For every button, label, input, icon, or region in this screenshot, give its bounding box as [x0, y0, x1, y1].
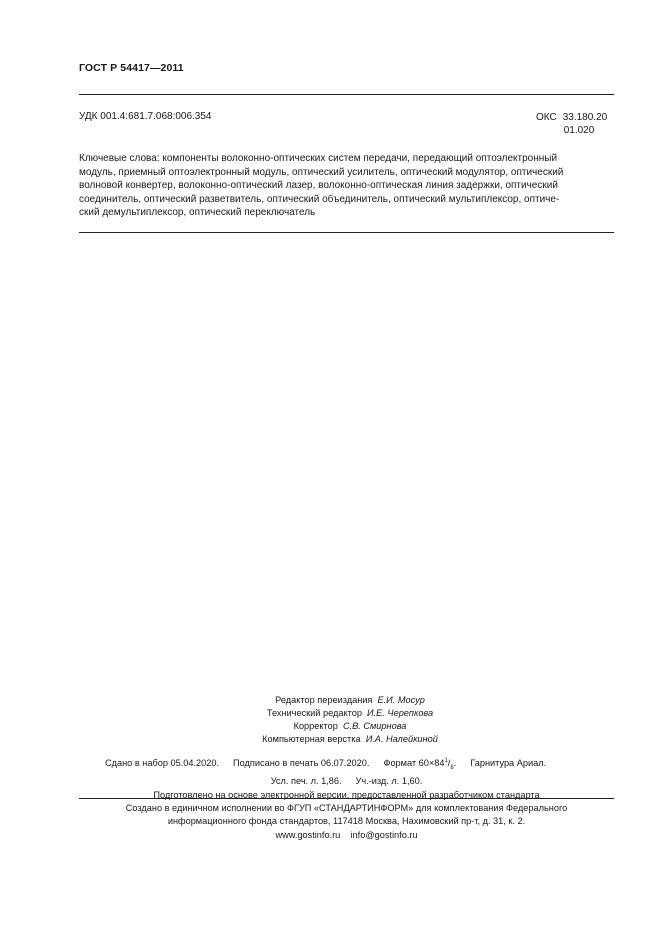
credit-proofreader [200, 720, 500, 733]
oks-block [536, 111, 607, 137]
email-link[interactable]: info@gostinfo.ru [350, 829, 418, 840]
keywords-line: волновой конвертер, волоконно-оптический лазер, волоконно-оптическая линия задержки, оптический [79, 180, 558, 192]
footer-line: информационного фонда стандартов, 117418 Москва, Нахимовский пр-т, д. 31, к. 2. [167, 816, 526, 827]
website-link[interactable]: www.gostinfo.ru [275, 829, 341, 840]
format-numerator: 1 [444, 758, 448, 764]
credit-name: С.В. Смирнова [342, 721, 407, 731]
format-suffix: . [453, 758, 457, 769]
keywords-line: модуль, приемный оптоэлектронный модуль, оптический усилитель, оптический модулятор, оптический [79, 166, 564, 178]
oks-label: ОКС [536, 112, 557, 123]
oks-code-2: 01.020 [563, 125, 595, 136]
keywords-paragraph [79, 152, 615, 220]
credit-layout [200, 733, 500, 746]
footer-contacts [79, 829, 614, 842]
submitted-date: Сдано в набор 05.04.2020. [105, 758, 220, 769]
credit-editor [200, 694, 500, 707]
oks-codes [563, 111, 608, 137]
credit-name: И.А. Налейкиной [365, 734, 438, 744]
credit-label: Технический редактор [266, 708, 362, 718]
keywords-line: ский демультиплексор, оптический переключатель [79, 207, 316, 219]
print-info-line [79, 755, 614, 775]
typeface: Гарнитура Ариал. [470, 758, 547, 769]
oks-code-1: 33.180.20 [562, 112, 608, 123]
keywords-line: Ключевые слова: компоненты волоконно-оптических систем передачи, передающий оптоэлектронный [79, 153, 558, 164]
udc-code: УДК 001.4:681.7.068:006.354 [79, 111, 212, 122]
paper-format: Формат $60\times 84^1/_8$. [383, 758, 457, 771]
print-info-line [79, 775, 614, 788]
keywords-line: соединитель, оптический разветвитель, оптический объединитель, оптический мультиплексор, оптиче- [79, 193, 560, 205]
signed-date: Подписано в печать 06.07.2020. [233, 758, 370, 769]
print-info-line: Подготовлено на основе электронной версии, предоставленной разработчиком стандарта [153, 789, 540, 800]
credit-label: Корректор [293, 721, 338, 731]
editorial-credits [200, 694, 500, 746]
top-rule [79, 94, 614, 95]
format-denominator: 8 [450, 764, 454, 771]
print-info [79, 755, 614, 802]
credit-name: Е.И. Мосур [377, 695, 425, 705]
credit-label: Редактор переиздания [275, 695, 373, 705]
credit-label: Компьютерная верстка [262, 734, 361, 744]
credit-name: И.Е. Черепкова [367, 708, 434, 718]
publisher-sheets: Уч.-изд. л. 1,60. [355, 776, 423, 787]
print-sheets: Усл. печ. л. 1,86. [270, 776, 342, 787]
keywords-rule [79, 232, 614, 233]
credit-tech-editor [200, 707, 500, 720]
footer-rule [79, 798, 614, 799]
format-prefix: Формат 60×84 [383, 758, 445, 769]
standard-id: ГОСТ Р 54417—2011 [79, 62, 184, 74]
publisher-footer [79, 802, 614, 842]
footer-line: Создано в единичном исполнении во ФГУП «СТАНДАРТИНФОРМ» для комплектования Федерального [125, 803, 568, 813]
